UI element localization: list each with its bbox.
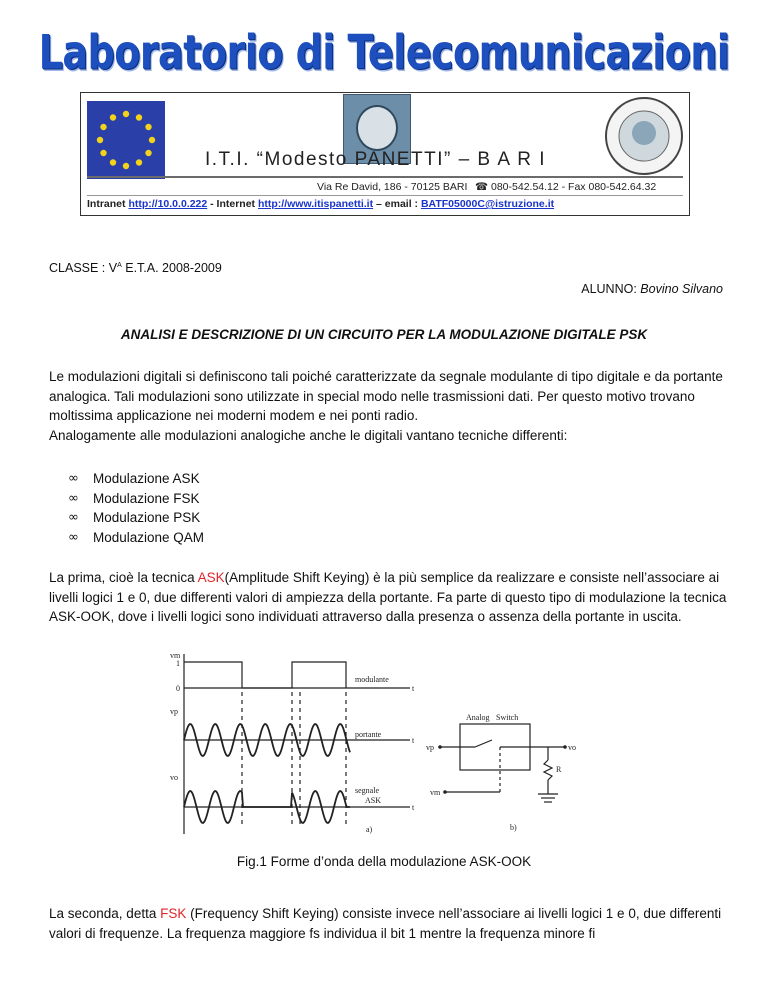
- lab-title: Laboratorio di Telecomunicazioni: [38, 24, 730, 80]
- flag-star: [145, 150, 151, 156]
- fsk-highlight: FSK: [160, 906, 187, 921]
- fig-label-modulante: modulante: [355, 675, 389, 684]
- fig-label-one: 1: [176, 659, 180, 668]
- fig-label-portante: portante: [355, 730, 382, 739]
- school-header: [80, 92, 690, 216]
- flag-star: [110, 114, 116, 120]
- fig-label-b: b): [510, 823, 517, 832]
- student-label: ALUNNO:: [581, 282, 637, 296]
- class-info: [49, 261, 222, 275]
- flag-star: [110, 159, 116, 165]
- fig-label-segnale: segnale: [355, 786, 379, 795]
- fig-label-a: a): [366, 825, 373, 834]
- school-logo-icon: [603, 95, 685, 177]
- class-suffix: E.T.A. 2008-2009: [121, 261, 222, 275]
- bullet-icon: ∞: [68, 529, 79, 545]
- email-link[interactable]: BATF05000C@istruzione.it: [420, 198, 555, 210]
- fig-label-t3: t: [412, 803, 415, 812]
- ask-highlight: ASK: [197, 570, 225, 585]
- email-label: – email :: [373, 198, 421, 210]
- bullet-icon: ∞: [68, 510, 79, 525]
- eu-flag-icon: [87, 101, 165, 179]
- intro-text: Le modulazioni digitali si definiscono tali poiché caratterizzate da segnale modulante di tipo digitale e da portante analogica. Tali modulazioni sono utilizzate in special modo nelle trasmissioni dati. Per questo motivo trovano moltissima applicazione nei moderni modem e nei ponti radio.: [49, 369, 723, 423]
- contact-line: [87, 198, 554, 210]
- fig-label-t2: t: [412, 736, 415, 745]
- figure-caption: Fig.1 Forme d’onda della modulazione ASK-OOK: [236, 854, 532, 869]
- list-item: ∞ Modulazione FSK: [68, 489, 204, 509]
- flag-star: [136, 114, 142, 120]
- student-info: [581, 282, 723, 296]
- fsk-paragraph: La seconda, detta FSK (Frequency Shift Keying) consiste invece nell’associare ai livelli logici 1 e 0, due differenti valori di frequenze. La frequenza maggiore fs individua il bit 1 mentre la frequenza minore fi: [49, 906, 722, 941]
- bullet-icon: ∞: [68, 490, 79, 506]
- fig-label-switch: Switch: [496, 713, 519, 722]
- flag-star: [123, 163, 129, 169]
- intranet-link[interactable]: http://10.0.0.222: [128, 198, 208, 210]
- student-name: Bovino Silvano: [640, 282, 723, 296]
- list-item: ∞ Modulazione QAM: [68, 528, 204, 548]
- school-name: I.T.I. “Modesto PANETTI” – B A R I: [205, 149, 547, 170]
- flag-star: [100, 124, 106, 130]
- document-title: ANALISI E DESCRIZIONE DI UN CIRCUITO PER LA MODULAZIONE DIGITALE PSK: [120, 327, 648, 342]
- bullet-icon: ∞: [68, 471, 79, 486]
- fig-label-vo: vo: [170, 773, 178, 782]
- fig-label-vp: vp: [170, 707, 178, 716]
- fig-label-r: R: [556, 765, 562, 774]
- fig-label-analog: Analog: [466, 713, 490, 722]
- header-divider-2: [87, 195, 683, 196]
- flag-star: [136, 159, 142, 165]
- internet-label: - Internet: [207, 198, 256, 210]
- flag-star: [100, 150, 106, 156]
- fig-label-zero: 0: [176, 684, 180, 693]
- flag-star: [145, 124, 151, 130]
- list-item: ∞ Modulazione PSK: [68, 508, 204, 528]
- school-address: Via Re David, 186 - 70125 BARI: [317, 181, 468, 193]
- list-item: ∞ Modulazione ASK: [68, 469, 204, 489]
- class-sup: A: [117, 261, 122, 269]
- intro-paragraph: [49, 367, 729, 445]
- fig-label-vm: vm: [170, 652, 181, 660]
- fig-label-vp-circuit: vp: [426, 743, 434, 752]
- ask-ook-figure: [170, 652, 590, 842]
- internet-link[interactable]: http://www.itispanetti.it: [257, 198, 374, 210]
- fig-label-ask: ASK: [365, 796, 382, 805]
- header-divider: [87, 176, 683, 178]
- intranet-label: Intranet: [87, 198, 126, 210]
- school-phone: ☎ 080-542.54.12 - Fax 080-542.64.32: [475, 181, 657, 193]
- fig-label-vo-circuit: vo: [568, 743, 576, 752]
- intro-text-2: Analogamente alle modulazioni analogiche anche le digitali vantano tecniche differenti:: [49, 427, 568, 443]
- class-prefix: CLASSE : V: [49, 261, 118, 275]
- fig-label-vm-circuit: vm: [430, 788, 441, 797]
- ask-paragraph: La prima, cioè la tecnica ASK(Amplitude Shift Keying) è la più semplice da realizzare e consiste nell’associare ai livelli logici 1 e 0, due differenti valori di ampiezza della portante. Fa parte di questo tipo di modulazione la tecnica ASK-OOK, dove i livelli logici sono individuati attraverso dalla presenza o assenza della portante in uscita.: [49, 570, 727, 624]
- flag-star: [123, 111, 129, 117]
- flag-star: [97, 137, 103, 143]
- flag-star: [149, 137, 155, 143]
- modulation-list: [68, 469, 204, 547]
- fig-label-t1: t: [412, 684, 415, 693]
